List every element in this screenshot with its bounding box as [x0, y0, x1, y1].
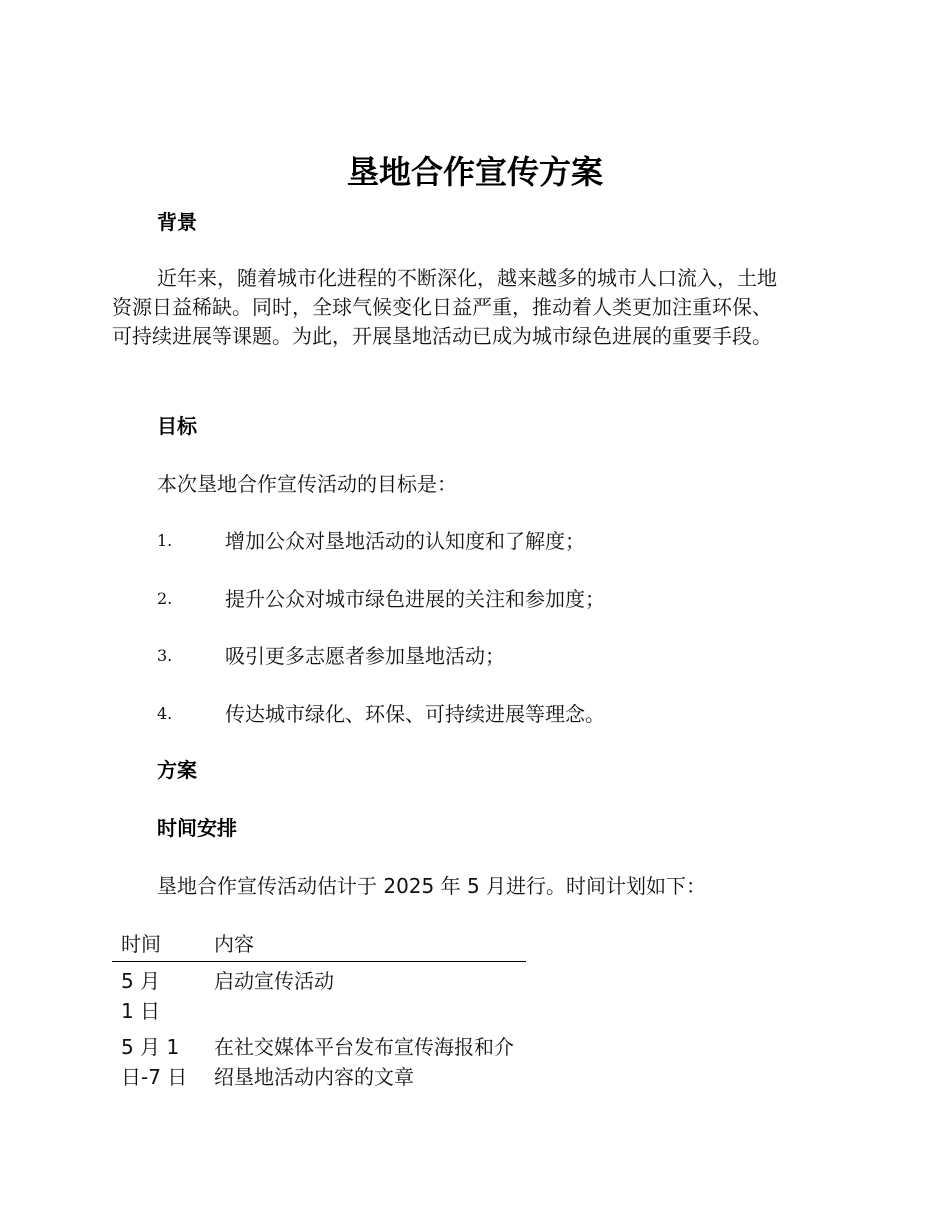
list-text: 吸引更多志愿者参加垦地活动；	[225, 644, 505, 668]
subsection-heading-schedule: 时间安排	[157, 816, 237, 840]
background-line-3: 可持续进展等课题。为此，开展垦地活动已成为城市绿色进展的重要手段。	[112, 324, 772, 348]
list-text: 提升公众对城市绿色进展的关注和参加度；	[225, 587, 605, 611]
goal-list-item	[157, 699, 837, 729]
goals-intro: 本次垦地合作宣传活动的目标是：	[157, 472, 457, 496]
list-text: 增加公众对垦地活动的认知度和了解度；	[225, 529, 585, 553]
background-line-1: 近年来，随着城市化进程的不断深化，越来越多的城市人口流入，土地	[157, 266, 777, 290]
section-heading-plan: 方案	[157, 758, 197, 782]
header-content: 内容	[214, 932, 254, 956]
list-number: 3.	[157, 646, 173, 665]
cell-time	[112, 962, 214, 1029]
background-paragraph	[112, 264, 832, 351]
table-row	[112, 1028, 526, 1094]
background-line-2: 资源日益稀缺。同时，全球气候变化日益严重，推动着人类更加注重环保、	[112, 295, 772, 319]
goal-list-item	[157, 584, 837, 614]
list-number: 2.	[157, 589, 173, 608]
cell-time-text: 5 月 1 日-7 日	[121, 1035, 188, 1089]
section-heading-goals: 目标	[157, 414, 197, 438]
goal-list-item	[157, 526, 837, 556]
cell-time-text: 5 月 1 日	[121, 969, 161, 1023]
goal-list-item	[157, 641, 837, 671]
list-text: 传达城市绿化、环保、可持续进展等理念。	[225, 702, 605, 726]
table-row	[112, 962, 526, 1029]
document-title: 垦地合作宣传方案	[346, 153, 603, 191]
table-header-row	[112, 929, 526, 962]
header-time: 时间	[121, 932, 161, 956]
schedule-table	[112, 929, 526, 1094]
list-number: 4.	[157, 704, 173, 723]
cell-content: 启动宣传活动	[214, 969, 334, 993]
cell-content: 在社交媒体平台发布宣传海报和介绍垦地活动内容的文章	[214, 1035, 514, 1089]
list-number: 1.	[157, 531, 173, 550]
section-heading-background: 背景	[157, 210, 197, 234]
plan-intro: 垦地合作宣传活动估计于 2025 年 5 月进行。时间计划如下：	[157, 874, 707, 898]
cell-time	[112, 1028, 214, 1094]
